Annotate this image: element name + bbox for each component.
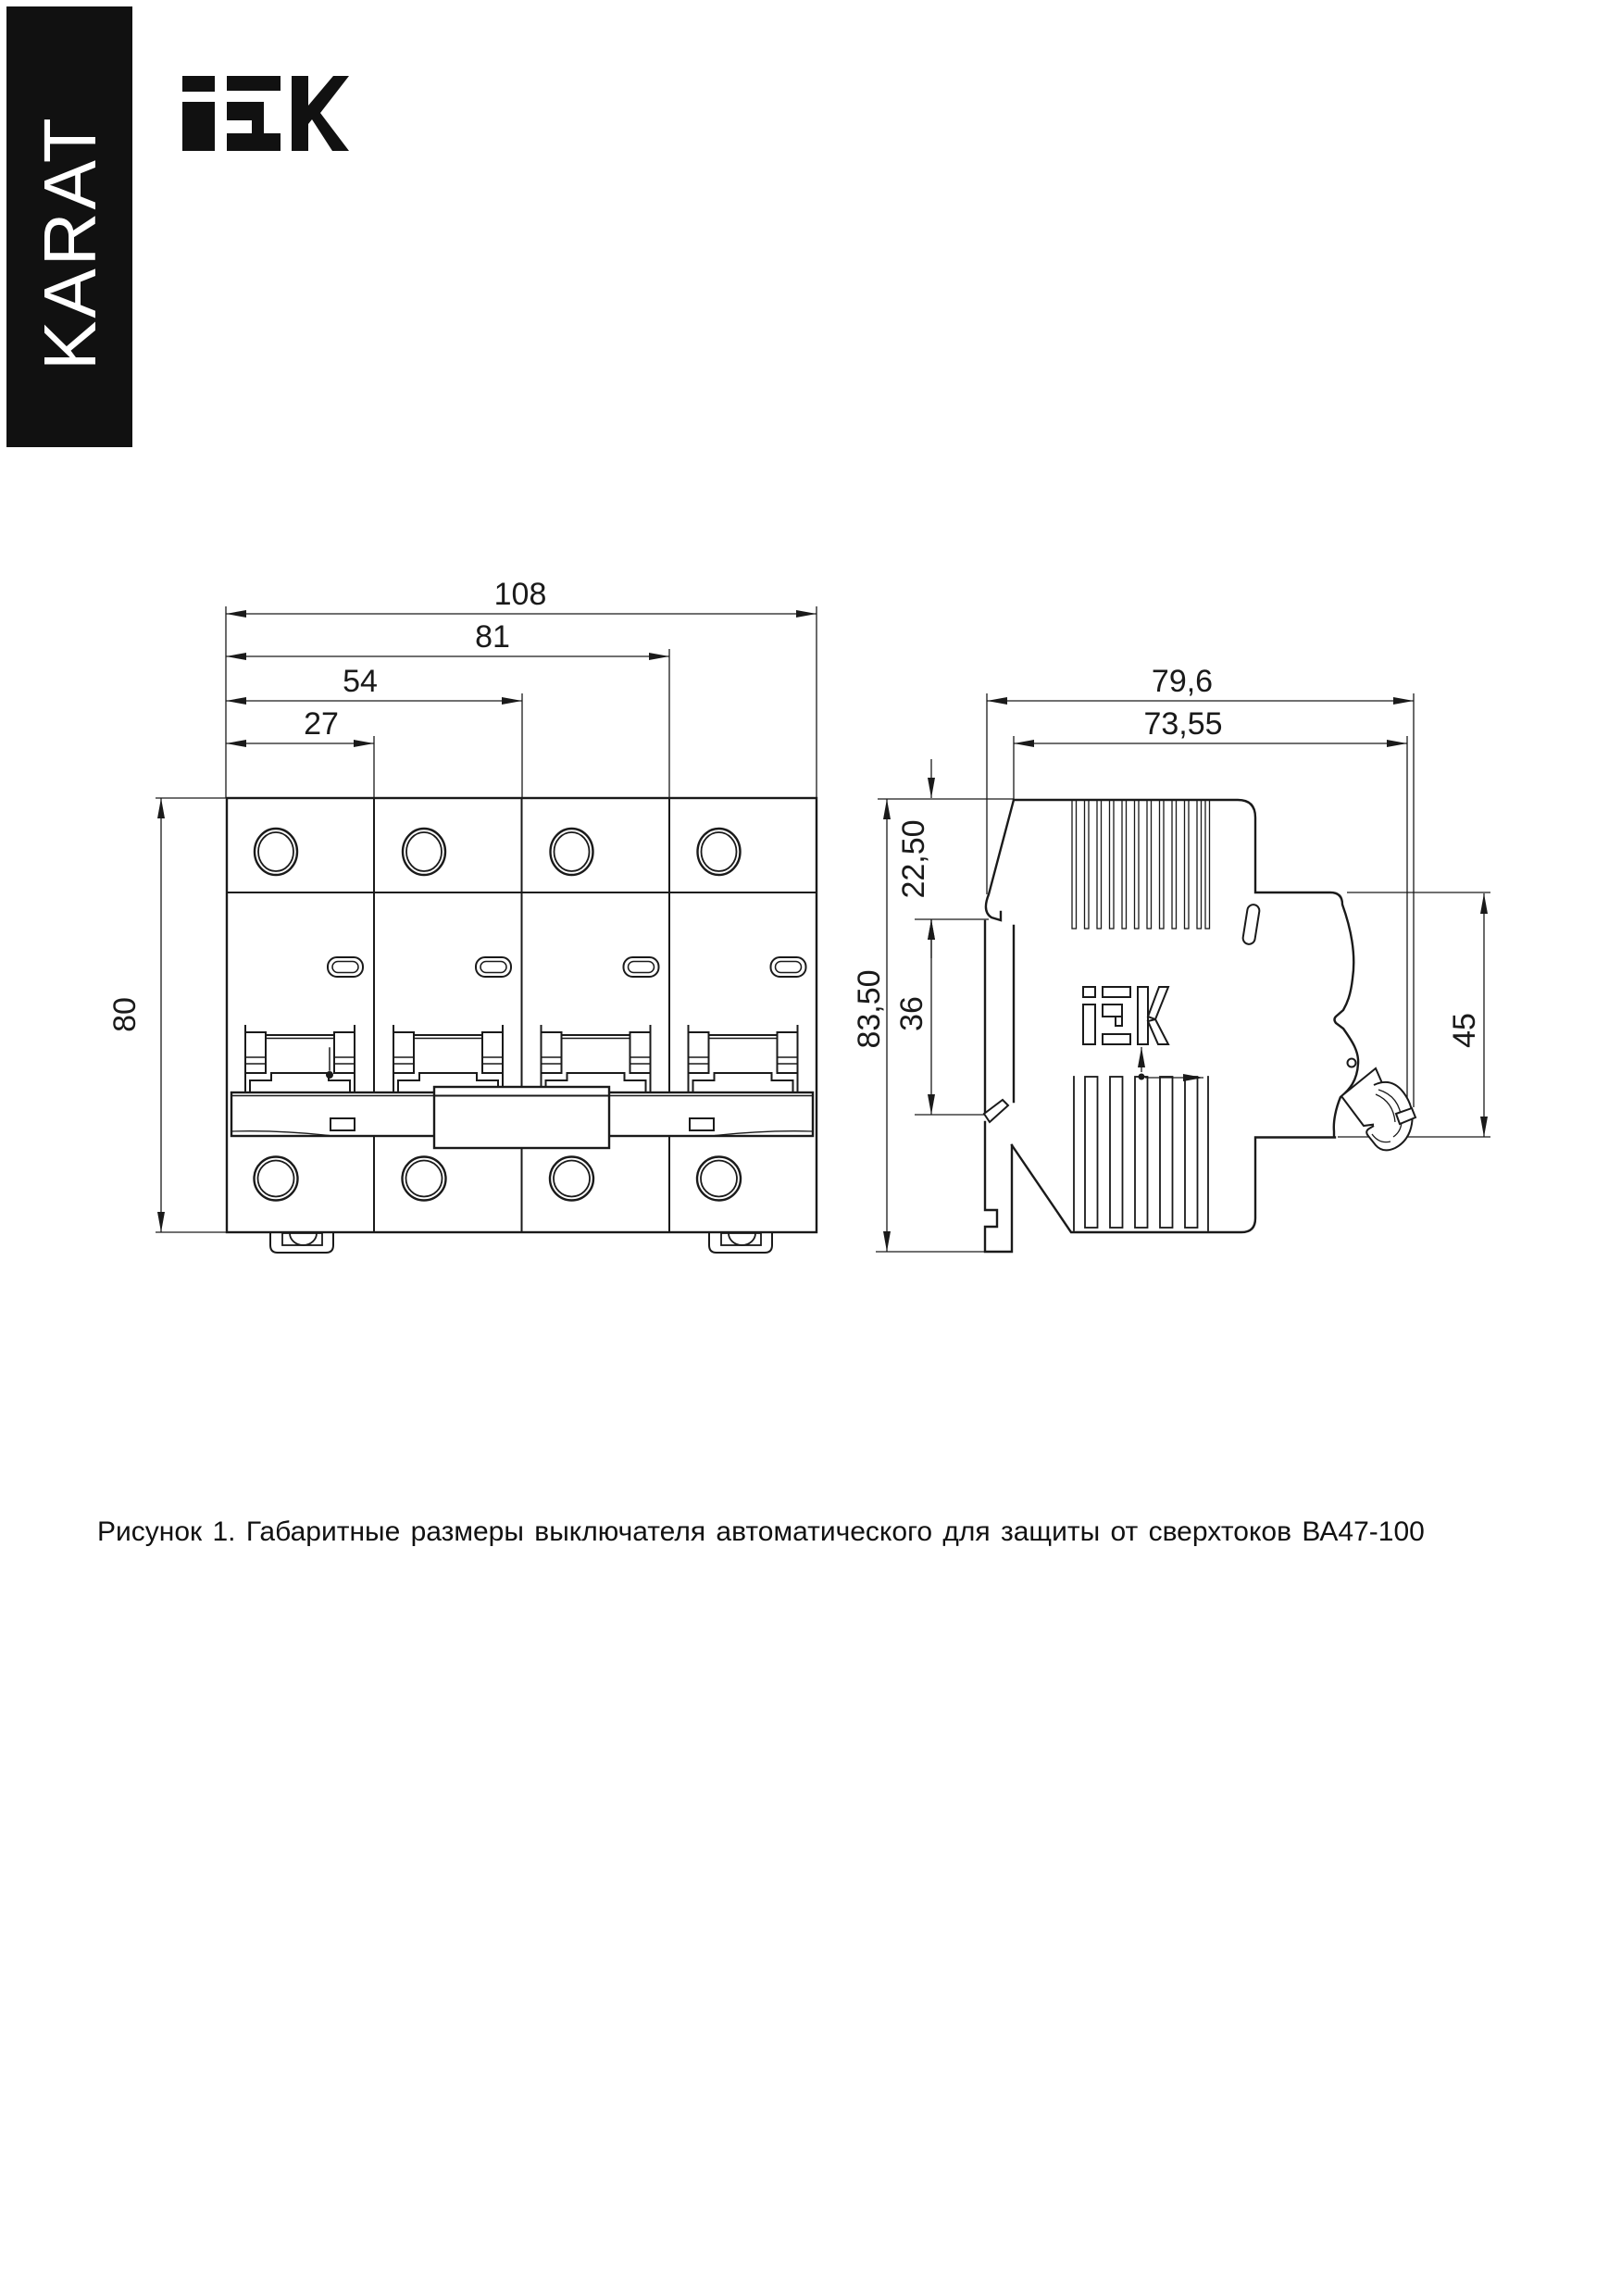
handle-tie-bar bbox=[231, 1087, 813, 1148]
dim-label-83-50: 83,50 bbox=[852, 969, 887, 1049]
dim-label-45: 45 bbox=[1447, 1013, 1482, 1048]
terminal-screws-bottom bbox=[255, 1157, 742, 1201]
terminal-screws-top bbox=[255, 829, 741, 875]
dim-label-80: 80 bbox=[107, 997, 143, 1032]
rib-reference-arrows bbox=[1139, 1047, 1204, 1080]
dim-label-27: 27 bbox=[304, 706, 339, 742]
side-view-drawing bbox=[852, 664, 1490, 1252]
vent-slots-top bbox=[1072, 800, 1210, 929]
dim-label-79-6: 79,6 bbox=[1151, 664, 1214, 699]
karat-sidebar-label: KARAT bbox=[29, 115, 111, 370]
figure-caption: Рисунок 1. Габаритные размеры выключателя автоматического для защиты от сверхтоков ВА47-100 bbox=[97, 1516, 1425, 1547]
side-view-dimensions-back bbox=[876, 693, 1490, 1252]
marking-windows bbox=[328, 957, 806, 977]
pivot-hole bbox=[1348, 1059, 1356, 1067]
dim-label-54: 54 bbox=[343, 664, 378, 699]
dim-label-36: 36 bbox=[894, 996, 929, 1031]
dim-label-73-55: 73,55 bbox=[1143, 706, 1223, 742]
front-view-drawing bbox=[107, 577, 817, 1253]
iek-logo-engraved bbox=[1083, 987, 1168, 1044]
iek-logo bbox=[182, 76, 349, 151]
karat-sidebar bbox=[6, 6, 132, 447]
dim-label-108: 108 bbox=[493, 577, 547, 612]
thumb-groove bbox=[1242, 904, 1261, 945]
vent-slots-bottom bbox=[1074, 1077, 1208, 1230]
side-body-outline bbox=[984, 800, 1358, 1252]
side-view-dimensions bbox=[852, 664, 1484, 1252]
trip-indicator-dot bbox=[326, 1071, 333, 1079]
dim-label-81: 81 bbox=[475, 619, 510, 655]
side-toggle-handle bbox=[1341, 1068, 1415, 1150]
dim-label-22-50: 22,50 bbox=[896, 819, 931, 899]
din-rail-feet bbox=[270, 1233, 772, 1253]
